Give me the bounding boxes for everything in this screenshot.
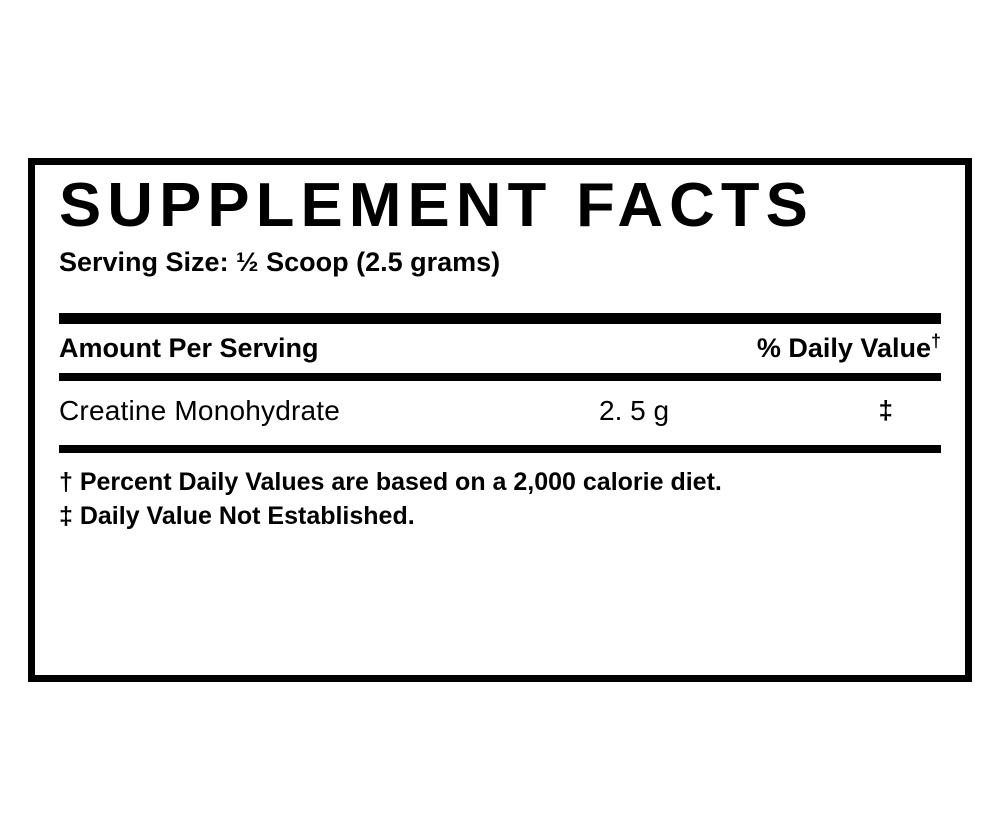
divider-medium [59,373,941,381]
footnotes [59,465,941,533]
supplement-facts-panel [28,158,972,682]
amount-per-serving-label: Amount Per Serving [59,333,319,363]
panel-content [59,173,941,667]
footnote-not-established: ‡ Daily Value Not Established. [59,502,415,530]
panel-title: SUPPLEMENT FACTS [59,171,814,240]
daily-value-dagger: † [930,331,941,351]
nutrient-amount: 2. 5 g [599,395,670,426]
table-header-row [59,333,941,364]
nutrient-name: Creatine Monohydrate [59,395,341,426]
daily-value-label: % Daily Value [756,333,931,363]
divider-thick-top [59,313,941,324]
footnote-daily-value: † Percent Daily Values are based on a 2,000 calorie diet. [59,468,722,496]
serving-size-text: Serving Size: ½ Scoop (2.5 grams) [59,247,501,277]
daily-value-header [757,333,941,364]
nutrient-daily-value: ‡ [878,395,893,425]
table-row [59,395,941,431]
divider-medium-bottom [59,445,941,453]
